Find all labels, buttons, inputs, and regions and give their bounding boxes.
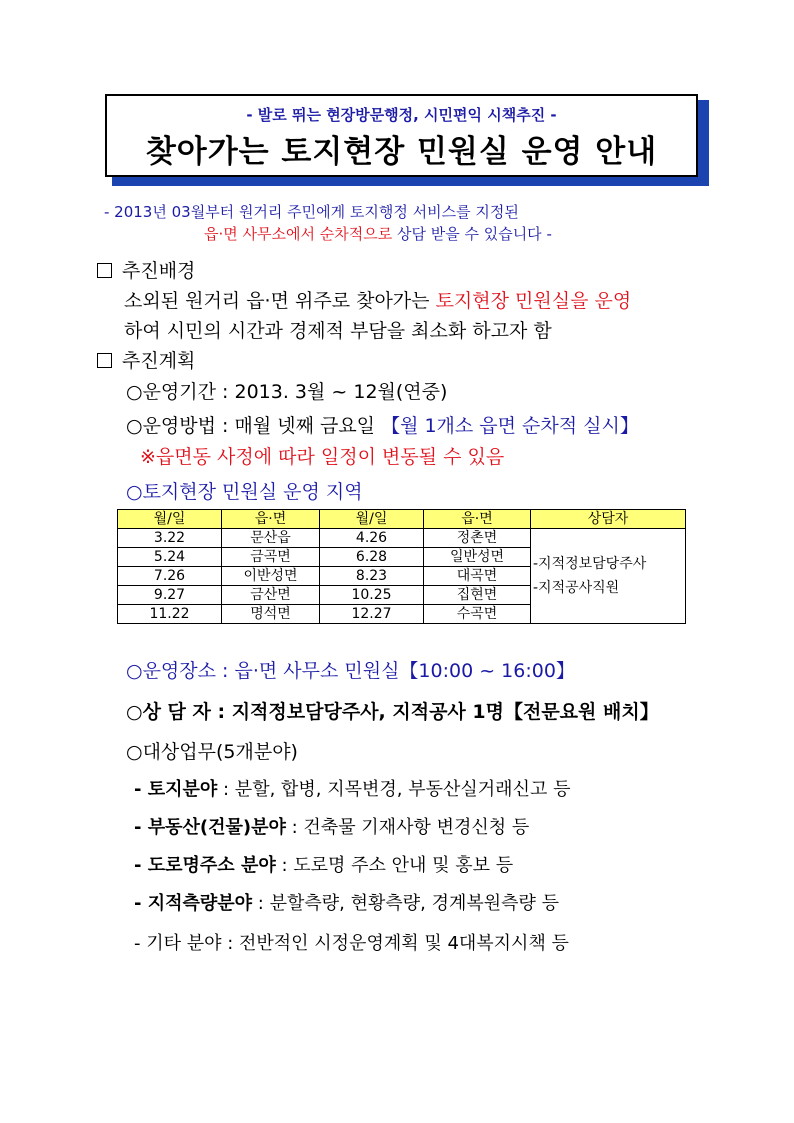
section-background-heading: 추진배경 <box>122 260 196 282</box>
plan-note: ※읍면동 사정에 따라 일정이 변동될 수 있음 <box>140 446 505 468</box>
table-header-row <box>118 510 686 529</box>
table-header: 월/일 <box>118 510 222 529</box>
plan-period: ○운영기간 : 2013. 3월 ~ 12월(연중) <box>126 381 448 403</box>
staff-cell <box>531 529 686 624</box>
table-cell: 정촌면 <box>424 529 531 548</box>
intro-line-2 <box>204 223 552 244</box>
table-cell: 문산읍 <box>222 529 320 548</box>
table-cell: 3.22 <box>118 529 222 548</box>
task-label: - 도로명주소 분야 <box>134 855 276 876</box>
intro-line-2-rest: 상담 받을 수 있습니다 - <box>392 225 552 243</box>
table-cell: 수곡면 <box>424 605 531 624</box>
task-label: - 토지분야 <box>134 779 218 800</box>
table-header: 월/일 <box>320 510 424 529</box>
task-label: - 부동산(건물)분야 <box>134 817 286 838</box>
table-header: 읍·면 <box>222 510 320 529</box>
title-box <box>105 94 698 177</box>
background-line-2: 하여 시민의 시간과 경제적 부담을 최소화 하고자 함 <box>124 320 552 342</box>
table-cell: 12.27 <box>320 605 424 624</box>
task-desc: : 건축물 기재사항 변경신청 등 <box>285 817 530 838</box>
task-item <box>134 851 513 877</box>
table-cell: 금산면 <box>222 586 320 605</box>
table-cell: 이반성면 <box>222 567 320 586</box>
plan-region-heading: ○토지현장 민원실 운영 지역 <box>126 481 363 503</box>
section-plan-heading: 추진계획 <box>122 350 196 372</box>
task-desc: : 분할, 합병, 지목변경, 부동산실거래신고 등 <box>217 779 571 800</box>
background-highlight: 토지현장 민원실을 운영 <box>435 290 632 312</box>
title-subtitle: - 발로 뛰는 현장방문행정, 시민편익 시책추진 - <box>246 106 557 124</box>
table-cell: 5.24 <box>118 548 222 567</box>
page-title: 찾아가는 토지현장 민원실 운영 안내 <box>145 134 658 170</box>
task-item <box>134 889 559 915</box>
task-label: - 지적측량분야 <box>134 893 253 914</box>
task-label: - 기타 분야 <box>134 933 222 954</box>
background-line-1 <box>124 286 631 313</box>
table-cell: 10.25 <box>320 586 424 605</box>
table-row <box>118 529 686 548</box>
table-cell: 8.23 <box>320 567 424 586</box>
task-item <box>134 775 570 801</box>
table-cell: 7.26 <box>118 567 222 586</box>
details-place: ○운영장소 : 읍·면 사무소 민원실【10:00 ~ 16:00】 <box>126 660 575 682</box>
staff-item: -지적공사직원 <box>533 580 620 596</box>
staff-item: -지적정보담당주사 <box>533 556 647 572</box>
plan-method <box>126 411 639 438</box>
task-desc: : 전반적인 시정운영계획 및 4대복지시책 등 <box>221 933 569 954</box>
section-plan <box>97 346 195 373</box>
task-desc: : 분할측량, 현황측량, 경계복원측량 등 <box>252 893 560 914</box>
table-cell: 9.27 <box>118 586 222 605</box>
plan-method-highlight: 【월 1개소 읍면 순차적 실시】 <box>381 415 639 437</box>
section-background <box>97 256 195 283</box>
details-staff: ○상 담 자 : 지적정보담당주사, 지적공사 1명【전문요원 배치】 <box>126 701 659 723</box>
square-bullet-icon <box>97 353 112 368</box>
plan-method-text: ○운영방법 : 매월 넷째 금요일 <box>126 415 382 437</box>
task-item <box>134 929 569 955</box>
intro-line-1: - 2013년 03월부터 원거리 주민에게 토지행정 서비스를 지정된 <box>104 203 519 221</box>
table-cell: 명석면 <box>222 605 320 624</box>
schedule-table <box>117 509 686 624</box>
table-cell: 6.28 <box>320 548 424 567</box>
task-item <box>134 813 529 839</box>
table-cell: 일반성면 <box>424 548 531 567</box>
details-tasks-heading: ○대상업무(5개분야) <box>126 741 298 763</box>
background-text: 소외된 원거리 읍·면 위주로 찾아가는 <box>124 290 436 312</box>
table-cell: 집현면 <box>424 586 531 605</box>
table-cell: 11.22 <box>118 605 222 624</box>
table-cell: 4.26 <box>320 529 424 548</box>
table-header: 읍·면 <box>424 510 531 529</box>
square-bullet-icon <box>97 263 112 278</box>
task-desc: : 도로명 주소 안내 및 홍보 등 <box>275 855 514 876</box>
table-header: 상담자 <box>531 510 686 529</box>
table-cell: 대곡면 <box>424 567 531 586</box>
intro-highlight: 읍·면 사무소에서 순차적으로 <box>204 225 393 243</box>
table-cell: 금곡면 <box>222 548 320 567</box>
